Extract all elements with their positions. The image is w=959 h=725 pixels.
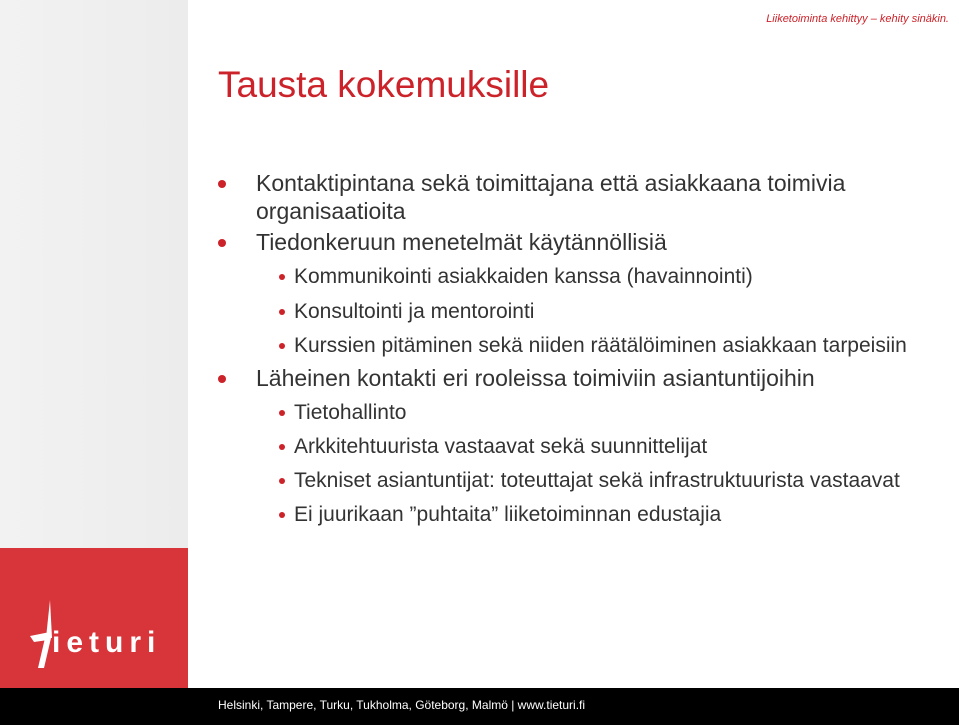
list-item: [218, 502, 938, 528]
list-item: [218, 299, 938, 325]
list-item-text: Kontaktipintana sekä toimittajana että asiakkaana toimivia organisaatioita: [256, 170, 846, 224]
list-item-text: Konsultointi ja mentorointi: [294, 299, 535, 323]
bullet-dot-icon: [218, 239, 226, 247]
list-item-text: Tietohallinto: [294, 401, 407, 424]
list-item: [218, 468, 938, 494]
list-item-text: Tiedonkeruun menetelmät käytännöllisiä: [256, 229, 667, 255]
header-tagline: Liiketoiminta kehittyy – kehity sinäkin.: [766, 13, 949, 25]
bullet-dot-icon: [279, 274, 285, 280]
bullet-dot-icon: [218, 180, 226, 188]
logo-wordmark: ieturi: [52, 626, 162, 659]
bullet-dot-icon: [279, 410, 285, 416]
list-item-text: Kurssien pitäminen sekä niiden räätälöiminen asiakkaan tarpeisiin: [294, 333, 907, 357]
list-item: [218, 333, 938, 359]
list-item: [218, 170, 938, 225]
bullet-dot-icon: [279, 512, 285, 518]
list-item-text: Arkkitehtuurista vastaavat sekä suunnittelijat: [294, 435, 708, 458]
bullet-dot-icon: [279, 478, 285, 484]
list-item: [218, 264, 938, 290]
list-item-text: Ei juurikaan ”puhtaita” liiketoiminnan edustajia: [294, 503, 722, 526]
slide-title: Tausta kokemuksille: [218, 64, 550, 105]
bullet-dot-icon: [218, 375, 226, 383]
bullet-list: [218, 170, 938, 528]
footer-text: Helsinki, Tampere, Turku, Tukholma, Göteborg, Malmö | www.tieturi.fi: [218, 698, 586, 712]
list-item-text: Kommunikointi asiakkaiden kanssa (havainnointi): [294, 264, 753, 288]
list-item: [218, 365, 938, 393]
sidebar-background: [0, 0, 188, 548]
list-item-text: Läheinen kontakti eri rooleissa toimiviin asiantuntijoihin: [256, 364, 815, 391]
list-item: [218, 229, 938, 257]
list-item: [218, 400, 938, 426]
bullet-dot-icon: [279, 444, 285, 450]
list-item: [218, 434, 938, 460]
bullet-dot-icon: [279, 343, 285, 349]
list-item-text: Tekniset asiantuntijat: toteuttajat sekä infrastruktuurista vastaavat: [294, 469, 900, 492]
bullet-dot-icon: [279, 309, 285, 315]
